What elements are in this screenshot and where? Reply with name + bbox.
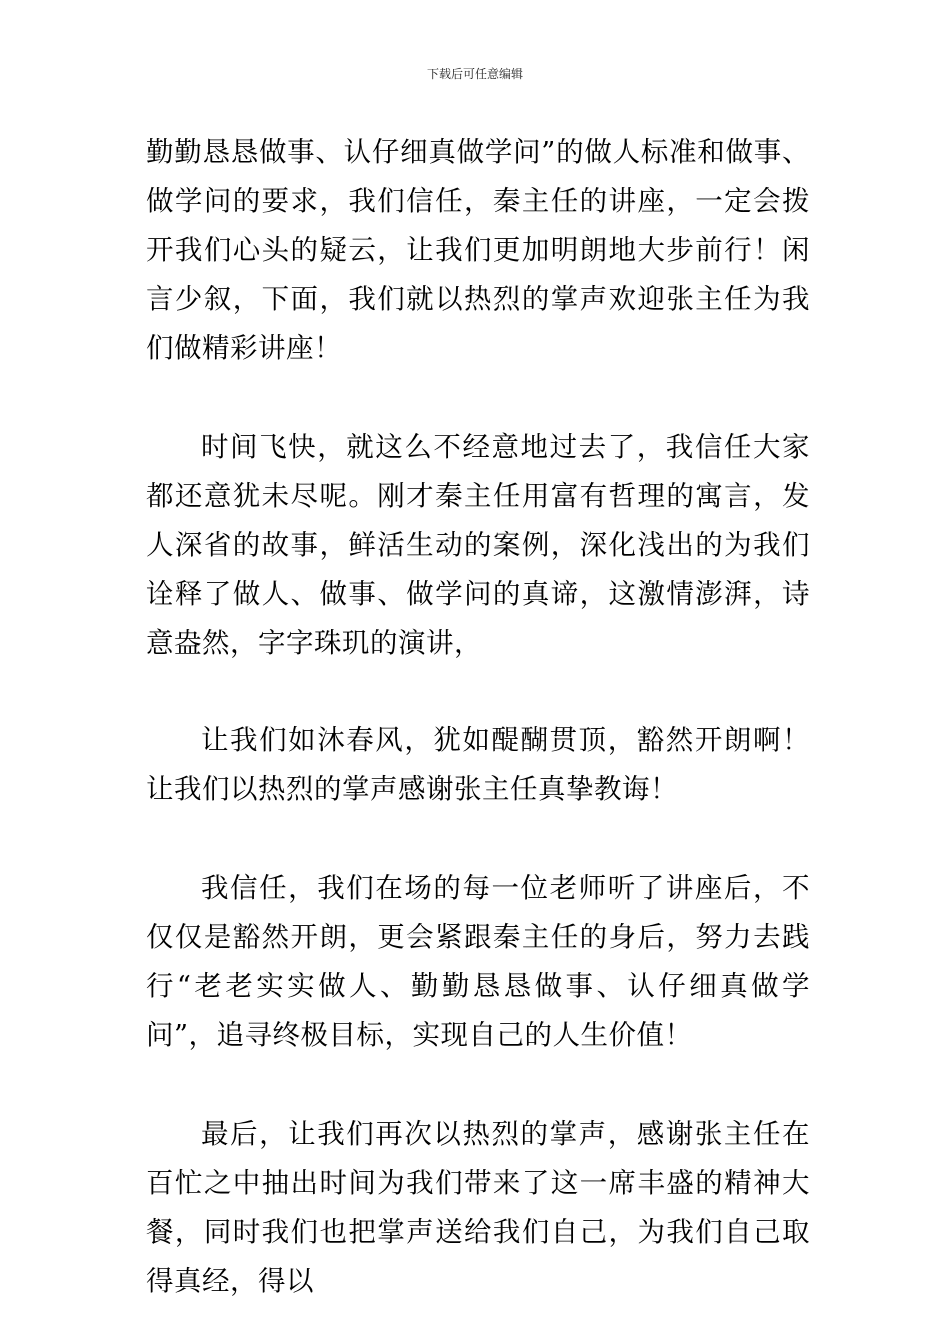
document-body (146, 128, 810, 1306)
paragraph-continuation: 勤勤恳恳做事、认仔细真做学问”的做人标准和做事、做学问的要求，我们信任，秦主任的讲座，一定会拨开我们心头的疑云，让我们更加明朗地大步前行！闲言少叙，下面，我们就以热烈的掌声欢迎张主任为我们做精彩讲座！ (146, 136, 810, 364)
paragraph-5: 最后，让我们再次以热烈的掌声，感谢张主任在百忙之中抽出时间为我们带来了这一席丰盛的精神大餐，同时我们也把掌声送给我们自己，为我们自己取得真经，得以 (146, 1118, 810, 1297)
paragraph-4: 我信任，我们在场的每一位老师听了讲座后，不仅仅是豁然开朗，更会紧跟秦主任的身后，努力去践行“老老实实做人、勤勤恳恳做事、认仔细真做学问”，追寻终极目标，实现自己的人生价值！ (146, 872, 810, 1051)
paragraph-3: 让我们如沐春风，犹如醍醐贯顶，豁然开朗啊！让我们以热烈的掌声感谢张主任真挚教诲！ (146, 724, 810, 805)
page-header: 下载后可任意编辑 (426, 67, 523, 81)
paragraph-2: 时间飞快，就这么不经意地过去了，我信任大家都还意犹未尽呢。刚才秦主任用富有哲理的寓言，发人深省的故事，鲜活生动的案例，深化浅出的为我们诠释了做人、做事、做学问的真谛，这激情澎湃，诗意盎然，字字珠玑的演讲， (146, 431, 810, 659)
